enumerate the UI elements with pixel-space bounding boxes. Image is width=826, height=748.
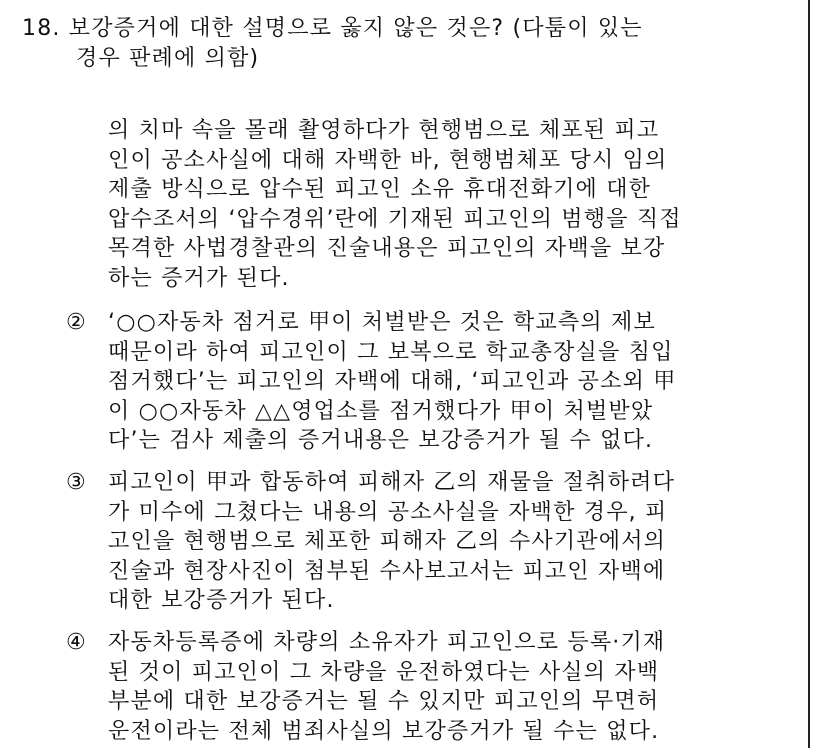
option-2-line-5: 다’는 검사 제출의 증거내용은 보강증거가 될 수 없다.	[108, 428, 654, 453]
option-1-line-4: 압수조서의 ‘압수경위’란에 기재된 피고인의 범행을 직접	[108, 206, 682, 232]
option-2-line-3: 점거했다’는 피고인의 자백에 대해, ‘피고인과 공소외 甲	[108, 369, 677, 394]
question-line-1: 18. 보강증거에 대한 설명으로 옳지 않은 것은? (다툼이 있는	[22, 16, 643, 41]
option-4-line-3: 부분에 대한 보강증거는 될 수 있지만 피고인의 무면허	[108, 689, 660, 714]
option-1-line-1: 의 치마 속을 몰래 촬영하다가 현행범으로 체포된 피고	[108, 118, 660, 143]
option-2	[66, 308, 676, 456]
option-2-line-2: 때문이라 하여 피고인이 그 보복으로 학교총장실을 침입	[108, 339, 674, 365]
option-4-line-4: 운전이라는 전체 범죄사실의 보강증거가 될 수는 없다.	[108, 718, 660, 744]
question-line-2: 경우 판례에 의함)	[76, 46, 260, 71]
option-1-line-5: 목격한 사법경찰관의 진술내용은 피고인의 자백을 보강	[108, 236, 666, 261]
option-3-line-5: 대한 보강증거가 된다.	[108, 588, 335, 613]
option-1-line-6: 하는 증거가 된다.	[108, 265, 290, 291]
option-2-line-1: ‘○○자동차 점거로 甲이 처벌받은 것은 학교측의 제보	[108, 310, 656, 335]
option-1	[108, 116, 682, 293]
question-stem	[22, 14, 782, 74]
option-1-line-3: 제출 방식으로 압수된 피고인 소유 휴대전화기에 대한	[108, 177, 652, 202]
option-3-line-1: 피고인이 甲과 합동하여 피해자 乙의 재물을 절취하려다	[108, 470, 676, 495]
option-2-line-4: 이 ○○자동차 △△영업소를 점거했다가 甲이 처벌받았	[108, 398, 654, 424]
option-2-marker: ②	[66, 310, 87, 335]
option-3-line-4: 진술과 현장사진이 첨부된 수사보고서는 피고인 자백에	[108, 558, 666, 584]
right-margin-rule	[808, 0, 810, 748]
option-4-marker: ④	[66, 630, 87, 655]
option-3	[66, 468, 675, 616]
option-4-line-1: 자동차등록증에 차량의 소유자가 피고인으로 등록·기재	[108, 630, 666, 655]
option-4	[66, 628, 665, 746]
option-3-line-2: 가 미수에 그쳤다는 내용의 공소사실을 자백한 경우, 피	[108, 499, 668, 525]
option-1-line-2: 인이 공소사실에 대해 자백한 바, 현행범체포 당시 임의	[108, 147, 668, 173]
option-3-marker: ③	[66, 470, 87, 495]
option-4-line-2: 된 것이 피고인이 그 차량을 운전하였다는 사실의 자백	[108, 659, 660, 685]
option-3-line-3: 고인을 현행범으로 체포한 피해자 乙의 수사기관에서의	[108, 529, 667, 554]
